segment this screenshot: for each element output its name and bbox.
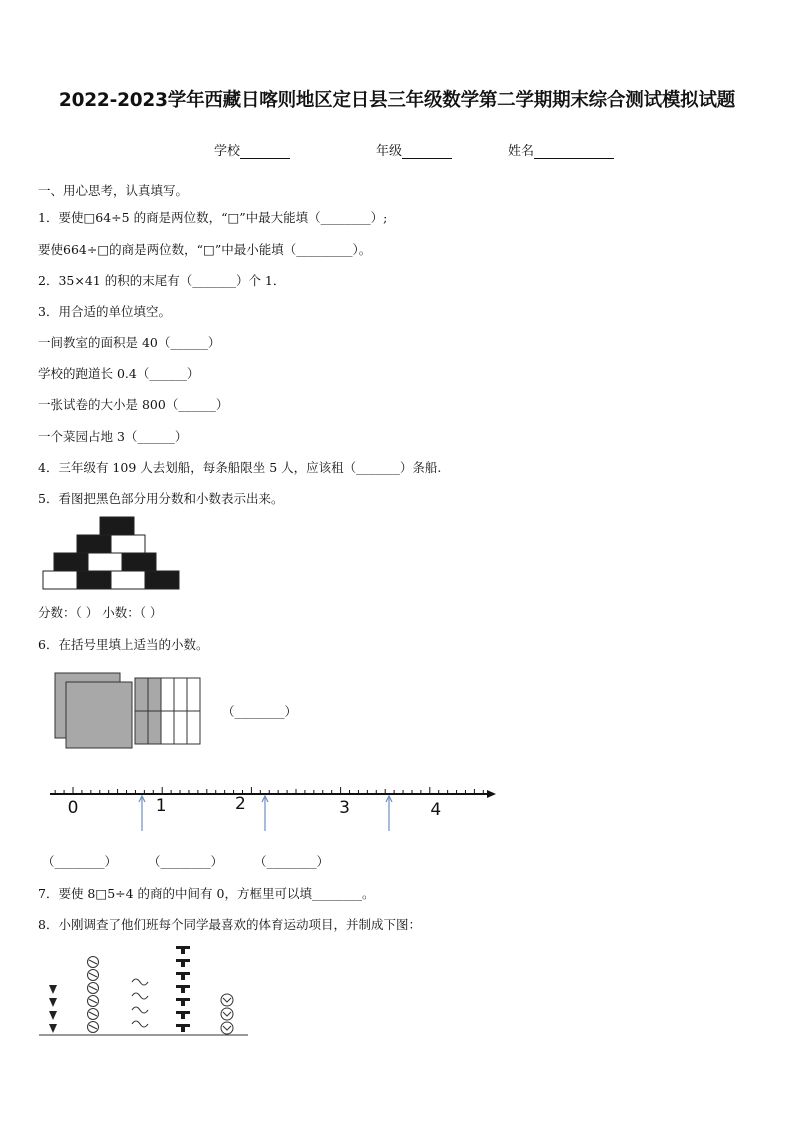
question-1a: 1．要使□64÷5 的商是两位数，“□”中最大能填（________）; <box>38 210 388 225</box>
brick <box>77 535 111 553</box>
question-4: 4．三年级有 109 人去划船，每条船限坐 5 人，应该租（_______）条船. <box>38 460 442 475</box>
brick-pyramid-figure <box>40 515 185 591</box>
number-line-blank-3: （________） <box>254 854 330 869</box>
decimal-squares-figure <box>52 670 207 754</box>
name-label: 姓名 <box>508 144 535 159</box>
number-line-blank-2: （________） <box>148 854 224 869</box>
question-3: 3．用合适的单位填空。 <box>38 304 171 319</box>
question-6: 6．在括号里填上适当的小数。 <box>38 637 209 652</box>
name-blank[interactable] <box>534 144 614 159</box>
arrow-head <box>487 790 496 798</box>
grade-field <box>376 140 452 159</box>
question-5-answer: 分数：（ ） 小数：（ ） <box>38 605 163 620</box>
shuttlecock-icons <box>49 985 57 1033</box>
brick <box>145 571 179 589</box>
number-line-label: 3 <box>339 798 351 818</box>
question-8: 8．小刚调查了他们班每个同学最喜欢的体育运动项目，并制成下图： <box>38 917 421 932</box>
question-3a: 一间教室的面积是 40（______） <box>38 335 221 350</box>
school-field <box>214 140 290 159</box>
number-line-label: 4 <box>430 800 442 820</box>
question-6-blank: （________） <box>222 704 298 719</box>
number-line-label: 0 <box>67 798 79 818</box>
number-line <box>40 775 500 837</box>
question-2: 2．35×41 的积的末尾有（_______）个 1． <box>38 273 286 288</box>
school-blank[interactable] <box>240 144 290 159</box>
brick <box>100 517 134 535</box>
question-3c: 一张试卷的大小是 800（______） <box>38 397 229 412</box>
whole-square-front <box>66 682 132 748</box>
grade-label: 年级 <box>376 144 403 159</box>
brick <box>122 553 156 571</box>
question-1b: 要使664÷□的商是两位数，“□”中最小能填（_________）。 <box>38 242 372 257</box>
sports-pictograph <box>36 940 256 1038</box>
jump-rope-icons <box>132 979 148 1027</box>
brick <box>88 553 122 571</box>
name-field <box>508 140 614 159</box>
brick <box>54 553 88 571</box>
question-7: 7．要使 8□5÷4 的商的中间有 0，方框里可以填________。 <box>38 886 375 901</box>
school-label: 学校 <box>214 144 241 159</box>
brick <box>111 571 145 589</box>
question-3d: 一个菜园占地 3（______） <box>38 429 188 444</box>
page-title: 2022-2023学年西藏日喀则地区定日县三年级数学第二学期期末综合测试模拟试题 <box>58 90 736 111</box>
brick <box>77 571 111 589</box>
question-5: 5．看图把黑色部分用分数和小数表示出来。 <box>38 491 284 506</box>
grade-blank[interactable] <box>402 144 452 159</box>
question-3b: 学校的跑道长 0.4（______） <box>38 366 200 381</box>
brick <box>111 535 145 553</box>
number-line-label: 2 <box>234 794 246 814</box>
runner-icons <box>176 946 190 1032</box>
section-heading: 一、用心思考，认真填写。 <box>38 183 189 198</box>
brick <box>43 571 77 589</box>
ball-icons <box>88 957 99 1033</box>
number-line-blank-1: （________） <box>42 854 118 869</box>
number-line-label: 1 <box>155 796 167 816</box>
football-icons <box>221 994 233 1034</box>
